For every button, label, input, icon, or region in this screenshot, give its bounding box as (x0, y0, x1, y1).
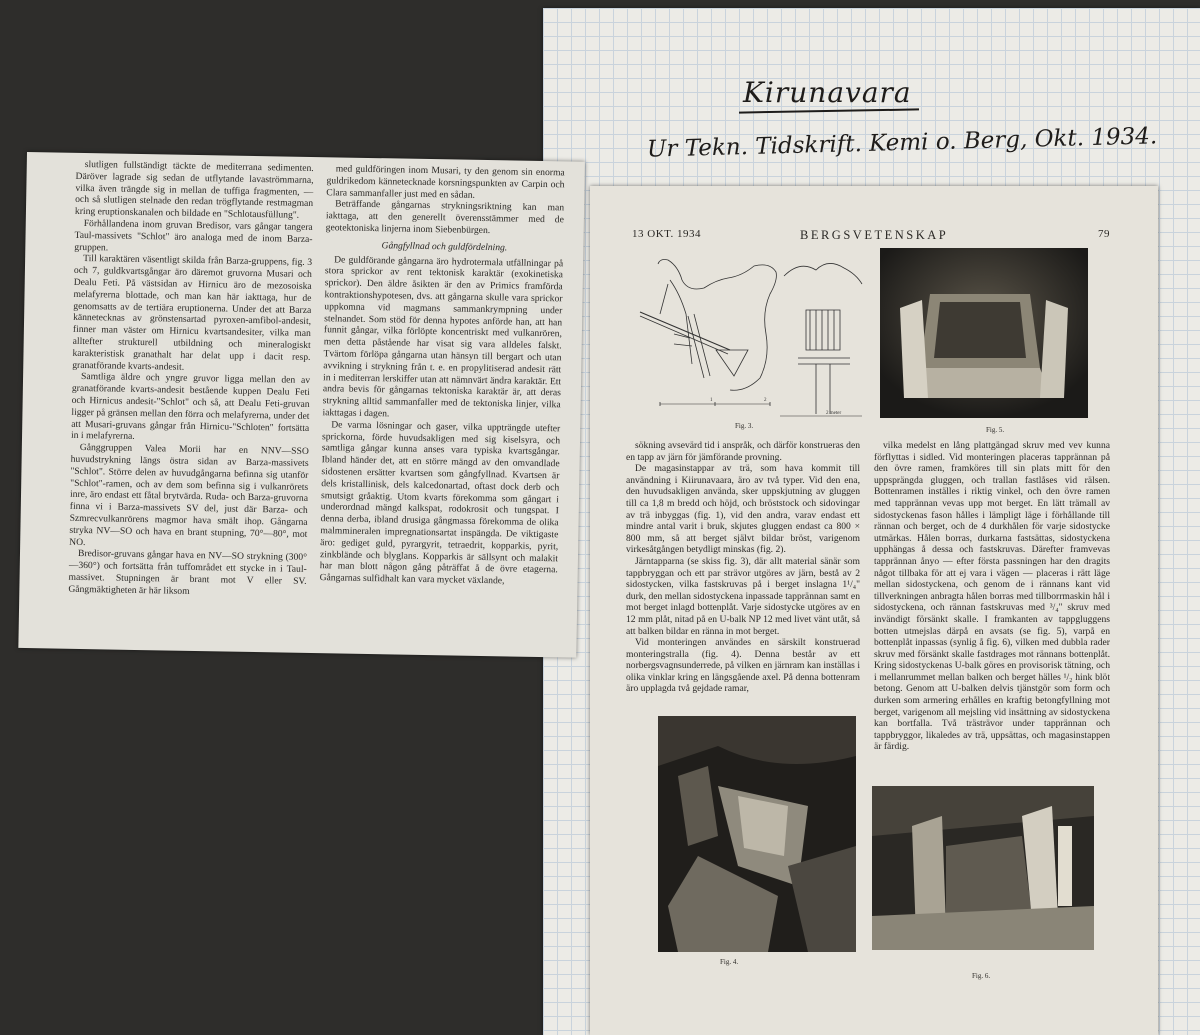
journal-col1-p4: Vid monteringen användes en särskilt konstruerad monteringstralla (fig. 4). Denna består av ett norbergsvagnsunderrede, på vilken en järnram kan inställas i olika vinklar kring en längsgående axel. På denna bottenram äro upplagda två gejdade ramar, (626, 637, 860, 695)
journal-col1-p3: Järntapparna (se skiss fig. 3), där allt material sänär som tappbryggan och ett par strävor utgöres av järn, bestå av 2 sidostycken, vilka fastskruvas på i berget inslagna 1¹/₄" durk, den mellan sidostyckena inpassade tapprännan samt en mot berget inlagd bottenplåt. Varje sidostycke utgöres av en 12 mm plåt, nitad på en U-balk NP 12 med livet vänt utåt, så att balken bildar en ränna in mot berget. (626, 555, 860, 637)
clipping-col1-p6: Bredisor-gruvans gångar hava en NV—SO strykning (300°—360°) och fortsätta från tuffområdet ett stycke in i Taul-massivet. Stupningen är brant mot V eller SV. Gångmäktigheten är här liksom (68, 548, 308, 597)
handwritten-source: Ur Tekn. Tidskrift. Kemi o. Berg, Okt. 1934. (646, 123, 1158, 163)
fig3-caption: Fig. 3. (735, 422, 754, 430)
fig3-drawing (630, 254, 870, 420)
fig4-photo-image (658, 716, 856, 952)
fig5-photo (880, 248, 1088, 418)
journal-col1-p2: De magasinstappar av trä, som hava kommit till användning i Kiirunavaara, äro av två typer. Vid den ena, den huvudsakligen använda, sker uppskjutning av gluggen till ca 1,8 m bredd och höjd, och bröststock och sidovingar av trä inbyggas (fig. 1), vid den andra, varav endast ett mindre antal varit i bruk, skjutes gluggen endast ca 800 × 800 mm, så att berget självt bildar bröst, varigenom virkesåtgången betydligt minskas (fig. 2). (626, 463, 860, 556)
clipping-col2-p3: De guldförande gångarna äro hydrotermala utfällningar på stora sprickor av rent tektonisk karaktär (exokinetiska sprickor). Den äldre åsikten är den av Primics framförda kontraktionshypotesen, dvs. att gångarna skulle vara sprickor uppkomna vid magmans sammankrympning under stelnandet. Som stöd för denna hypotes anförde han, att han funnit gångar, vilka förlöpte koncentriskt med vulkanrören, men detta påstående har visat sig vara alldeles falskt. Tvärtom förlöpa gångarna utan hänsyn till bergart och utan avvikning i strykning från t. e. en propylitiserad andesit rätt in i mediterran lerskiffer utan att nämnvärt ändra karaktär. Ett andra bevis för gångarnas tektoniska karaktär är, att deras strykning alltid sammanfaller med de tektoniska linjer, vilka iakttagas i dagen. (322, 253, 564, 420)
clipping-col1-p2: Förhållandena inom gruvan Bredisor, vars gångar tangera Taul-massivets "Schlot" äro analoga med de inom Barza-gruppen. (74, 217, 313, 254)
fig3-label-a: 1 (710, 398, 713, 403)
clipping-column-2 (318, 163, 564, 649)
journal-col1-p1: sökning avsevärd tid i anspråk, och därför konstrueras den en tapp av järn för jämförande provning. (626, 440, 860, 463)
clipping-col2-p4: De varma lösningar och gaser, vilka uppträngde utefter sprickorna, förde huvudsakligen med sig kiselsyra, och samtliga gångar kunna anses vara typiska kvartsgångar. Ibland händer det, att en större mängd av den omvandlade sidostenen ersätter kvartsen som gångfyllnad. Kvartsen är dels kristallinisk, dels kalcedonartad, oftast dock derb och smutsigt gråaktig. Utom kvarts förekomma som gångart i underordnad mängd kalkspat, rodokrosit och tungspat. I denna derba, ibland drusiga gångmassa förekomma de olika malmmineralen impregnationsartat inspängda. De viktigaste äro: gediget guld, pyrargyrit, tetraedrit, kopparkis, pyrit, zinkblände och blyglans. Kopparkis är sällsynt och malakit har man blott någon gång påträffat å de övre etagerna. Gångarnas sulfidhalt kan vara mycket växlande, (319, 419, 561, 587)
clipping-col1-p5: Gånggruppen Valea Morii har en NNV—SSO huvudstrykning längs östra sidan av Barza-massivets "Schlot". Större delen av huvudgångarna befinna sig utanför "Schlot"-ramen, och av dem som befinna sig i vulkanrörets inre, äro endast ett fåtal brytvärda. Ruda- och Barza-gruvorna finna vi i Barza-massivets SV del, just där Barza- och Szmrecvulkanrörens magmor hava smält ihop. Gångarna stryka NV—SO och hava en brant stupning, 70°—80°, mot NO. (69, 442, 309, 548)
clipping-col1-p4: Samtliga äldre och yngre gruvor ligga mellan den av granatförande kvarts-andesit bestående kuppen Dealu Feti och Hirnicus andesit-"Schlot" och så, att Dealu Feti-gruvan ligger på gränsen mellan den förra och melafyrerna, under det att Musari-gruvans gångar från Hirnicu-"Schloten" fortsätta in i melafyrerna. (70, 371, 311, 443)
journal-column-2 (874, 440, 1110, 784)
newspaper-clipping (18, 152, 585, 658)
handwritten-title: Kirunavara (743, 76, 912, 109)
fig6-photo-image (872, 786, 1094, 950)
journal-page (590, 186, 1158, 1035)
fig5-caption: Fig. 5. (986, 426, 1005, 434)
fig4-photo (658, 716, 856, 952)
handwritten-underline (739, 108, 919, 113)
journal-column-1 (626, 440, 860, 708)
clipping-col2-p2: Beträffande gångarnas strykningsriktning kan man iakttaga, att den generellt överensstämmer med de geotektoniska linjerna inom Siebenbürgen. (325, 198, 565, 237)
fig3-scale: 2 meter (826, 411, 842, 416)
clipping-col1-p3: Till karaktären väsentligt skilda från Barza-gruppens, fig. 3 och 7, guldkvartsgångar äro däremot gruvorna Musari och Dealu Feti. På västsidan av Hirnicu äro de mezosoiska melafyrerna blottade, och man kan här iakttaga, hur de genomsatts av de tertiära eruptionerna. Under det att Barza kännetecknas av grönstensartad pyroxen-amfibol-andesit, finner man väster om Hirnicu kvartsandesiter, vilka man alltefter strukturell utbildning och mineralogiskt karakteristisk granathalt har delat upp i dacit resp. granatförande kvarts-andesit. (72, 253, 313, 373)
clipping-col1-p1: slutligen fullständigt täckte de mediterrana sedimenten. Däröver lagrade sig sedan de utflytande lavaströmmarna, vilka även trängde sig in mellan de tuffiga fragmenten, — och så slutligen stelnade den redan trögflytande restmagman kring eruptionskanalen och bildade en "Schlotausfüllung". (74, 159, 314, 221)
clipping-subheading: Gångfyllnad och guldfördelning. (381, 239, 508, 254)
journal-date: 13 OKT. 1934 (632, 228, 702, 240)
journal-page-number: 79 (1098, 228, 1110, 240)
journal-title: BERGSVETENSKAP (800, 228, 949, 242)
fig6-caption: Fig. 6. (972, 972, 991, 980)
journal-col2-p1: vilka medelst en lång plattgängad skruv med vev kunna förflyttas i sidled. Vid monteringen placeras tapprännan på den övre ramen, framköres till sin plats mitt för den uppsprängda gluggen, och trallan fastlåses vid rälsen. Bottenramen inställes i riktig vinkel, och den övre ramen med tapprännan vevas upp mot berget. En lätt trämall av sidostyckenas fason hålles i lämpligt läge i förhållande till rännan och berget, och de 4 durkhålen för varje sidostycke utmärkas. Hålen borras, durkarna fastsättas, sidostyckena upphängas å dessa och fastskruvas. Därefter framvevas tapprännan ånyo — efter första passningen har den dragits något tillbaka för att ej vara i vägen — placeras i rätt läge mellan sidostyckena, och genom de i rännans kant vid tillverkningen anbragta hålen borras med tillborrmaskin hål i sidostyckena, och rännan fastskruvas med ³/₄" skruv med invändigt försänkt skalle. I framkanten av tappgluggens botten utmejslas därpå en avsats (se fig. 5), varpå en bottenplåt inpassas (synlig å fig. 6), vilken med dubbla rader skruv med försänkt skalle fastdrages mot rännans bottenplåt. Kring sidostyckenas U-balk göres en provisorisk tätning, och i mellanrummet mellan balken och berget hälles ¹/₂ hink blöt betong. Genom att U-balken delvis tjänstgör som form och durken som armering erhålles en kraftig betongfyllning mot berget, varigenom all mejsling vid insättning av sidostyckena kan bortfalla. Två trästrävor under tapprännan och tappbryggor, likaledes av trä, uppsättas, och magasinstappen är färdig. (874, 440, 1110, 753)
fig3-label-b: 2 (764, 398, 767, 403)
fig6-photo (872, 786, 1094, 950)
clipping-column-1 (67, 159, 313, 645)
clipping-col2-p1: med guldföringen inom Musari, ty den genom sin enorma guldrikedom kännetecknade korsningspunkten av Carpin och Clara sammanfaller just med en sådan. (326, 163, 565, 201)
fig5-photo-image (880, 248, 1088, 418)
fig4-caption: Fig. 4. (720, 958, 739, 966)
